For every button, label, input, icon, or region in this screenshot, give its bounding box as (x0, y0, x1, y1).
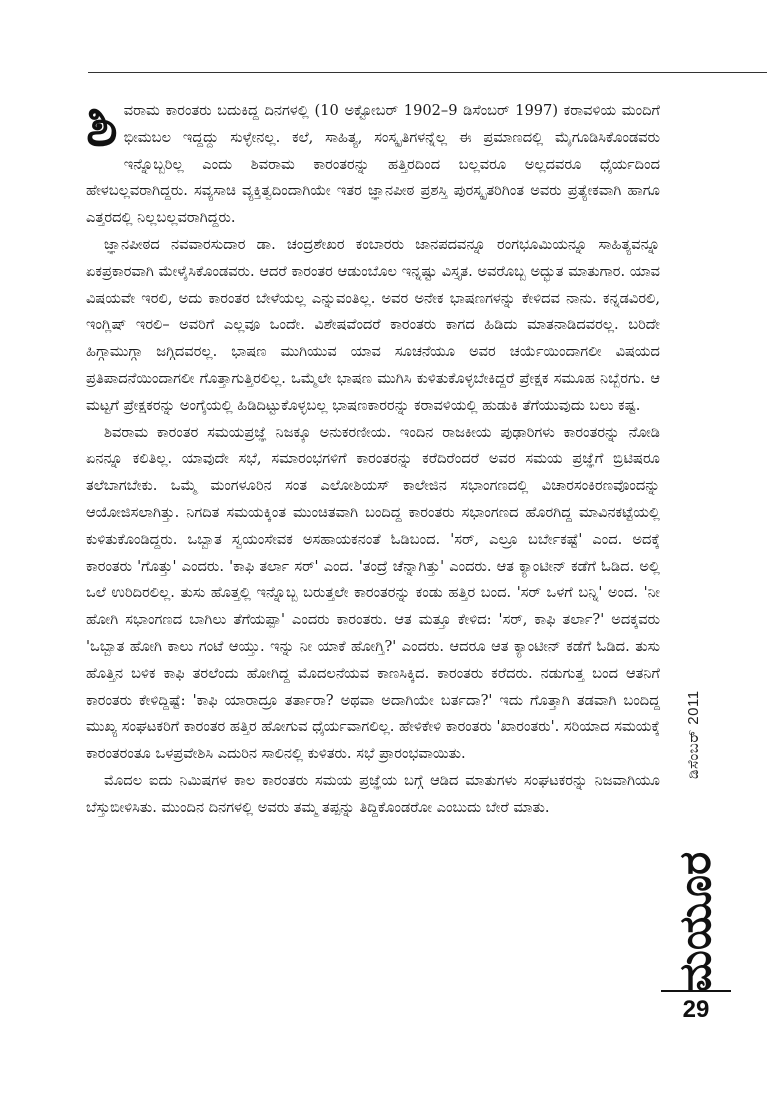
paragraph-2: ಜ್ಞಾನಪೀಠದ ನವವಾರಸುದಾರ ಡಾ. ಚಂದ್ರಶೇಖರ ಕಂಬಾರರು ಜಾನಪದವನ್ನೂ ರಂಗಭೂಮಿಯನ್ನೂ ಸಾಹಿತ್ಯವನ್ನೂ ಏಕಪ್ರಕಾರವಾಗಿ ಮೇಳೈಸಿಕೊಂಡವರು. ಆದರೆ ಕಾರಂತರ ಆಡುಂಬೊಲ ಇನ್ನಷ್ಟು ವಿಸ್ತೃತ. ಅವರೊಬ್ಬ ಅದ್ಭುತ ಮಾತುಗಾರ. ಯಾವ ವಿಷಯವೇ ಇರಲಿ, ಅದು ಕಾರಂತರ ಬೇಳೆಯಲ್ಲ ಎನ್ನುವಂತಿಲ್ಲ. ಅವರ ಅನೇಕ ಭಾಷಣಗಳನ್ನು ಕೇಳಿದವ ನಾನು. ಕನ್ನಡವಿರಲಿ, ಇಂಗ್ಲಿಷ್ ಇರಲಿ– ಅವರಿಗೆ ಎಲ್ಲವೂ ಒಂದೇ. ವಿಶೇಷವೆಂದರೆ ಕಾರಂತರು ಕಾಗದ ಹಿಡಿದು ಮಾತನಾಡಿದವರಲ್ಲ. ಬರಿದೇ ಹಿಗ್ಗಾಮುಗ್ಗಾ ಜಗ್ಗಿದವರಲ್ಲ. ಭಾಷಣ ಮುಗಿಯುವ ಯಾವ ಸೂಚನೆಯೂ ಅವರ ಚರ್ಯೆಯಿಂದಾಗಲೀ ವಿಷಯದ ಪ್ರತಿಪಾದನೆಯಿಂದಾಗಲೀ ಗೊತ್ತಾಗುತ್ತಿರಲಿಲ್ಲ. ಒಮ್ಮೆಲೇ ಭಾಷಣ ಮುಗಿಸಿ ಕುಳಿತುಕೊಳ್ಳಬೇಕಿದ್ದರೆ ಪ್ರೇಕ್ಷಕ ಸಮೂಹ ನಿಬ್ಬೆರಗು. ಆ ಮಟ್ಟಗೆ ಪ್ರೇಕ್ಷಕರನ್ನು ಅಂಗೈಯಲ್ಲಿ ಹಿಡಿದಿಟ್ಟುಕೊಳ್ಳಬಲ್ಲ ಭಾಷಣಕಾರರನ್ನು ಕರಾವಳಿಯಲ್ಲಿ ಹುಡುಕಿ ತೆಗೆಯುವುದು ಬಲು ಕಷ್ಟ. (86, 235, 661, 414)
header-rule (88, 72, 767, 73)
magazine-logo: ಮಯೂರ (670, 851, 721, 992)
sidebar-rule (661, 990, 731, 992)
paragraph-1-text: ವರಾಮ ಕಾರಂತರು ಬದುಕಿದ್ದ ದಿನಗಳಲ್ಲಿ (10 ಅಕ್ಟೋಬರ್ 1902–9 ಡಿಸೆಂಬರ್ 1997) ಕರಾವಳಿಯ ಮಂದಿಗೆ ಭೀಮಬಲ ಇದ್ದದ್ದು ಸುಳ್ಳೇನಲ್ಲ. ಕಲೆ, ಸಾಹಿತ್ಯ, ಸಂಸ್ಕೃತಿಗಳನ್ನೆಲ್ಲ ಈ ಪ್ರಮಾಣದಲ್ಲಿ ಮೈಗೂಡಿಸಿಕೊಂಡವರು ಇನ್ನೊಬ್ಬರಿಲ್ಲ ಎಂದು ಶಿವರಾಮ ಕಾರಂತರನ್ನು ಹತ್ತಿರದಿಂದ ಬಲ್ಲವರೂ ಅಲ್ಲದವರೂ ಧೈರ್ಯದಿಂದ ಹೇಳಬಲ್ಲವರಾಗಿದ್ದರು. ಸವ್ಯಸಾಚಿ ವ್ಯಕ್ತಿತ್ವದಿಂದಾಗಿಯೇ ಇತರ ಜ್ಞಾನಪೀಠ ಪ್ರಶಸ್ತಿ ಪುರಸ್ಕೃತರಿಗಿಂತ ಅವರು ಪ್ರತ್ಯೇಕವಾಗಿ ಹಾಗೂ ಎತ್ತರದಲ್ಲಿ ನಿಲ್ಲಬಲ್ಲವರಾಗಿದ್ದರು. (86, 102, 660, 227)
paragraph-4: ಮೊದಲ ಐದು ನಿಮಿಷಗಳ ಕಾಲ ಕಾರಂತರು ಸಮಯ ಪ್ರಜ್ಞೆಯ ಬಗ್ಗೆ ಆಡಿದ ಮಾತುಗಳು ಸಂಘಟಕರನ್ನು ನಿಜವಾಗಿಯೂ ಬೆಸ್ತುಬೀಳಿಸಿತು. ಮುಂದಿನ ದಿನಗಳಲ್ಲಿ ಅವರು ತಮ್ಮ ತಪ್ಪನ್ನು ತಿದ್ದಿಕೊಂಡರೋ ಎಂಬುದು ಬೇರೆ ಮಾತು. (86, 771, 660, 816)
article-body (86, 91, 661, 822)
drop-cap: ಶಿ (86, 91, 118, 159)
page-sidebar (661, 690, 731, 1050)
paragraph-1 (86, 91, 660, 232)
issue-date: ಡಿಸೆಂಬರ್ 2011 (685, 690, 702, 779)
page-number: 29 (682, 996, 710, 1023)
paragraph-3: ಶಿವರಾಮ ಕಾರಂತರ ಸಮಯಪ್ರಜ್ಞೆ ನಿಜಕ್ಕೂ ಅನುಕರಣೀಯ. ಇಂದಿನ ರಾಜಕೀಯ ಪುಢಾರಿಗಳು ಕಾರಂತರನ್ನು ನೋಡಿ ಏನನ್ನೂ ಕಲಿತಿಲ್ಲ. ಯಾವುದೇ ಸಭೆ, ಸಮಾರಂಭಗಳಿಗೆ ಕಾರಂತರನ್ನು ಕರೆದಿರೆಂದರೆ ಅವರ ಸಮಯ ಪ್ರಜ್ಞೆಗೆ ಬ್ರಿಟಿಷರೂ ತಲೆಬಾಗಬೇಕು. ಒಮ್ಮೆ ಮಂಗಳೂರಿನ ಸಂತ ಎಲೋಶಿಯಸ್ ಕಾಲೇಜಿನ ಸಭಾಂಗಣದಲ್ಲಿ ವಿಚಾರಸಂಕಿರಣವೊಂದನ್ನು ಆಯೋಜಿಸಲಾಗಿತ್ತು. ನಿಗದಿತ ಸಮಯಕ್ಕಿಂತ ಮುಂಚಿತವಾಗಿ ಬಂದಿದ್ದ ಕಾರಂತರು ಸಭಾಂಗಣದ ಹೊರಗಿದ್ದ ಮಾವಿನಕಟ್ಟೆಯಲ್ಲಿ ಕುಳಿತುಕೊಂಡಿದ್ದರು. ಒಬ್ಬಾತ ಸ್ವಯಂಸೇವಕ ಅಸಹಾಯಕನಂತೆ ಓಡಿಬಂದ. 'ಸರ್, ಎಲ್ರೂ ಬರ್ಬೇಕಷ್ಟೆ' ಎಂದ. ಅದಕ್ಕೆ ಕಾರಂತರು 'ಗೊತ್ತು' ಎಂದರು. 'ಕಾಫಿ ತರ್ಲಾ ಸರ್' ಎಂದ. 'ತಂದ್ರೆ ಚೆನ್ನಾಗಿತ್ತು' ಎಂದರು. ಆತ ಕ್ಯಾಂಟೀನ್ ಕಡೆಗೆ ಓಡಿದ. ಅಲ್ಲಿ ಒಲೆ ಉರಿದಿರಲಿಲ್ಲ. ತುಸು ಹೊತ್ತಲ್ಲಿ ಇನ್ನೊಬ್ಬ ಬರುತ್ತಲೇ ಕಾರಂತರನ್ನು ಕಂಡು ಹತ್ತಿರ ಬಂದ. 'ಸರ್ ಒಳಗೆ ಬನ್ನಿ' ಅಂದ. 'ನೀ ಹೋಗಿ ಸಭಾಂಗಣದ ಬಾಗಿಲು ತೆಗೆಯಪ್ಪಾ' ಎಂದರು ಕಾರಂತರು. ಆತ ಮತ್ತೂ ಕೇಳಿದ: 'ಸರ್, ಕಾಫಿ ತರ್ಲಾ?' ಅದಕ್ಕವರು 'ಒಬ್ಬಾತ ಹೋಗಿ ಕಾಲು ಗಂಟೆ ಆಯ್ತು. ಇನ್ನು ನೀ ಯಾಕೆ ಹೋಗ್ತಿ?' ಎಂದರು. ಆದರೂ ಆತ ಕ್ಯಾಂಟೀನ್ ಕಡೆಗೆ ಓಡಿದ. ತುಸು ಹೊತ್ತಿನ ಬಳಿಕ ಕಾಫಿ ತರಲೆಂದು ಹೋಗಿದ್ದ ಮೊದಲನೆಯವ ಕಾಣಸಿಕ್ಕಿದ. ಕಾರಂತರು ಕರೆದರು. ನಡುಗುತ್ತ ಬಂದ ಆತನಿಗೆ ಕಾರಂತರು ಕೇಳಿದ್ದಿಷ್ಟೆ: 'ಕಾಫಿ ಯಾರಾದ್ರೂ ತರ್ತಾರಾ? ಅಥವಾ ಅದಾಗಿಯೇ ಬರ್ತದಾ?' ಇದು ಗೊತ್ತಾಗಿ ತಡವಾಗಿ ಬಂದಿದ್ದ ಮುಖ್ಯ ಸಂಘಟಕರಿಗೆ ಕಾರಂತರ ಹತ್ತಿರ ಹೋಗುವ ಧೈರ್ಯವಾಗಲಿಲ್ಲ. ಹೇಳಿಕೇಳಿ ಕಾರಂತರು 'ಖಾರಂತರು'. ಸರಿಯಾದ ಸಮಯಕ್ಕೆ ಕಾರಂತರಂತೂ ಒಳಪ್ರವೇಶಿಸಿ ಎದುರಿನ ಸಾಲಿನಲ್ಲಿ ಕುಳಿತರು. ಸಭೆ ಪ್ರಾರಂಭವಾಯಿತು. (86, 423, 660, 763)
